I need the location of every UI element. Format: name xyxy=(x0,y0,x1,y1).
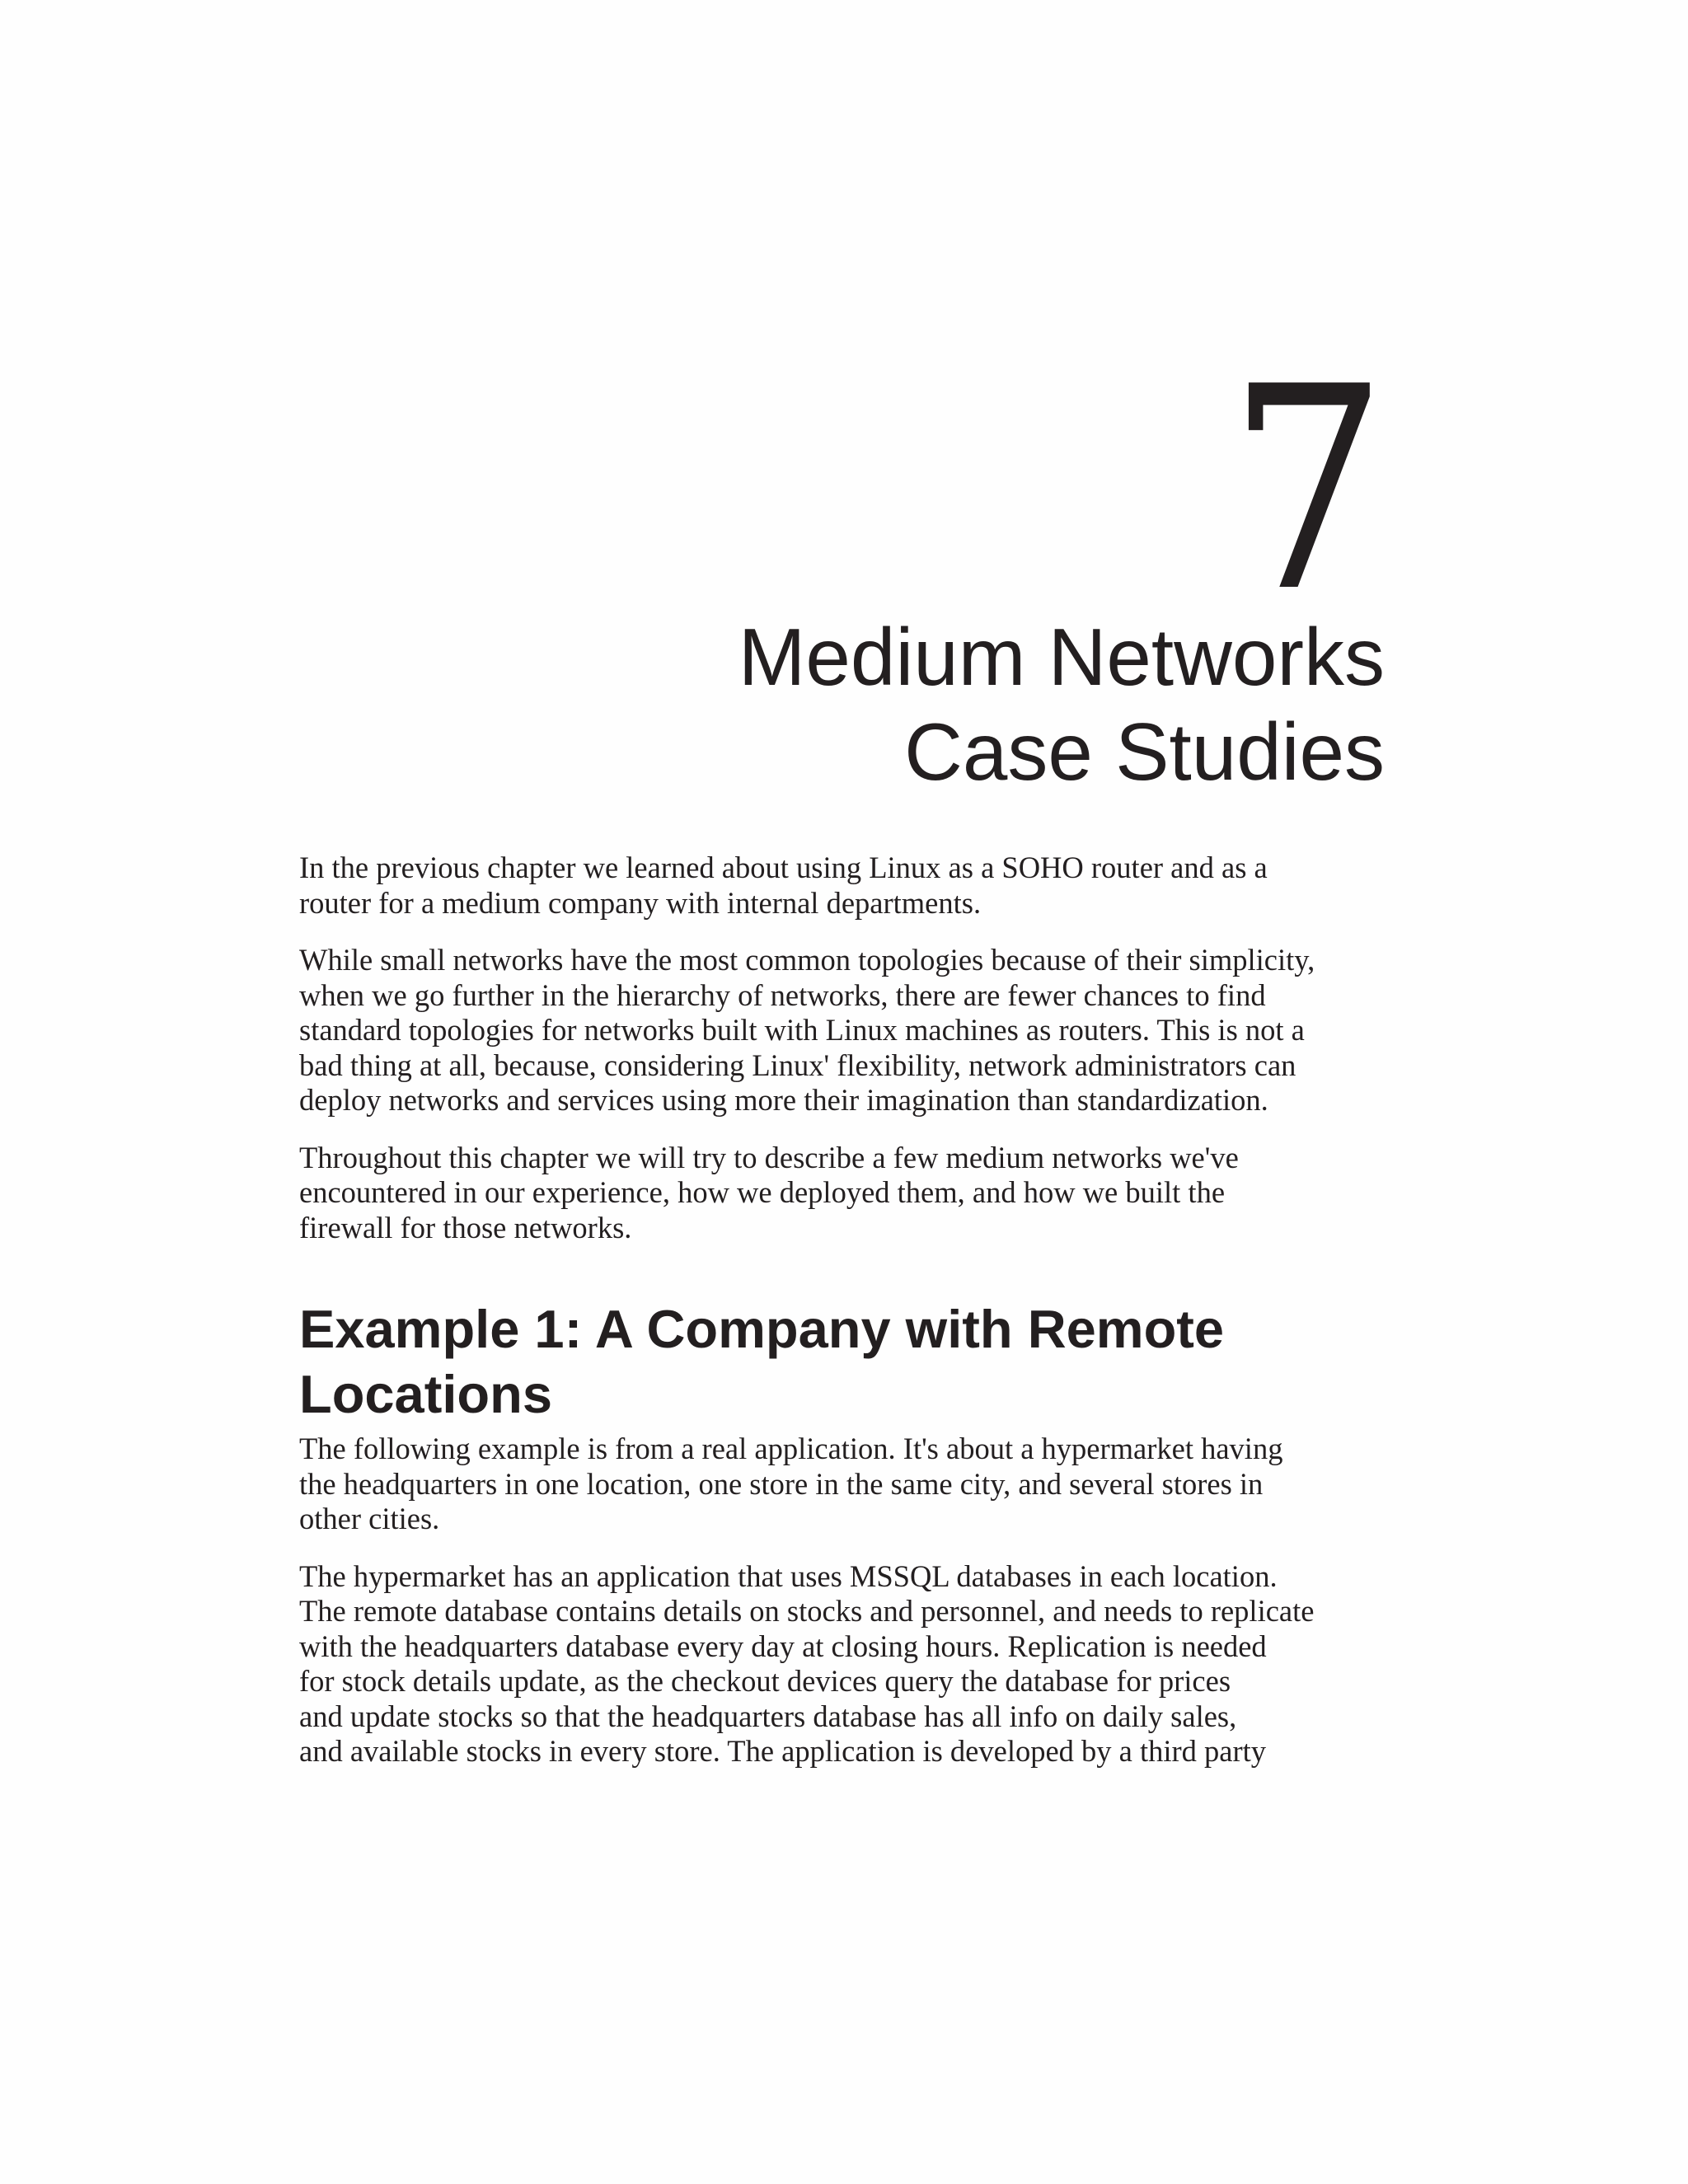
text-line: router for a medium company with internal departments. xyxy=(299,885,982,920)
section-heading xyxy=(299,1296,1395,1427)
text-line: The hypermarket has an application that uses MSSQL databases in each location. xyxy=(299,1558,1278,1593)
text-line: standard topologies for networks built with Linux machines as routers. This is not a xyxy=(299,1013,1305,1047)
chapter-title xyxy=(560,610,1385,799)
text-line: when we go further in the hierarchy of networks, there are fewer chances to find xyxy=(299,977,1266,1012)
text-line: other cities. xyxy=(299,1502,440,1535)
section-paragraph xyxy=(299,1432,1395,1537)
heading-line: Example 1: A Company with Remote xyxy=(299,1299,1225,1359)
text-line: with the headquarters database every day at closing hours. Replication is needed xyxy=(299,1629,1267,1663)
text-line: firewall for those networks. xyxy=(299,1210,632,1244)
text-line: bad thing at all, because, considering Linux' flexibility, network administrators can xyxy=(299,1047,1296,1082)
text-line: deploy networks and services using more their imagination than standardization. xyxy=(299,1083,1268,1117)
text-line: the headquarters in one location, one store in the same city, and several stores in xyxy=(299,1466,1264,1501)
text-line: for stock details update, as the checkout devices query the database for prices xyxy=(299,1664,1231,1698)
text-line: and update stocks so that the headquarters database has all info on daily sales, xyxy=(299,1699,1237,1733)
intro-paragraph xyxy=(299,851,1395,921)
intro-paragraph xyxy=(299,943,1395,1118)
chapter-title-line: Medium Networks xyxy=(738,612,1385,702)
text-line: The following example is from a real application. It's about a hypermarket having xyxy=(299,1432,1283,1465)
text-line: Throughout this chapter we will try to describe a few medium networks we've xyxy=(299,1140,1239,1174)
text-line: While small networks have the most common topologies because of their simplicity, xyxy=(299,943,1315,977)
chapter-number: 7 xyxy=(1226,327,1385,654)
heading-line: Locations xyxy=(299,1364,552,1424)
text-line: and available stocks in every store. The application is developed by a third party xyxy=(299,1734,1267,1768)
section-paragraph xyxy=(299,1559,1395,1769)
page-body xyxy=(299,851,1395,1792)
intro-paragraph xyxy=(299,1141,1395,1246)
text-line: encountered in our experience, how we deployed them, and how we built the xyxy=(299,1175,1226,1209)
text-line: In the previous chapter we learned about using Linux as a SOHO router and as a xyxy=(299,851,1268,884)
text-line: The remote database contains details on stocks and personnel, and needs to replicate xyxy=(299,1594,1315,1628)
chapter-title-line: Case Studies xyxy=(904,706,1385,797)
